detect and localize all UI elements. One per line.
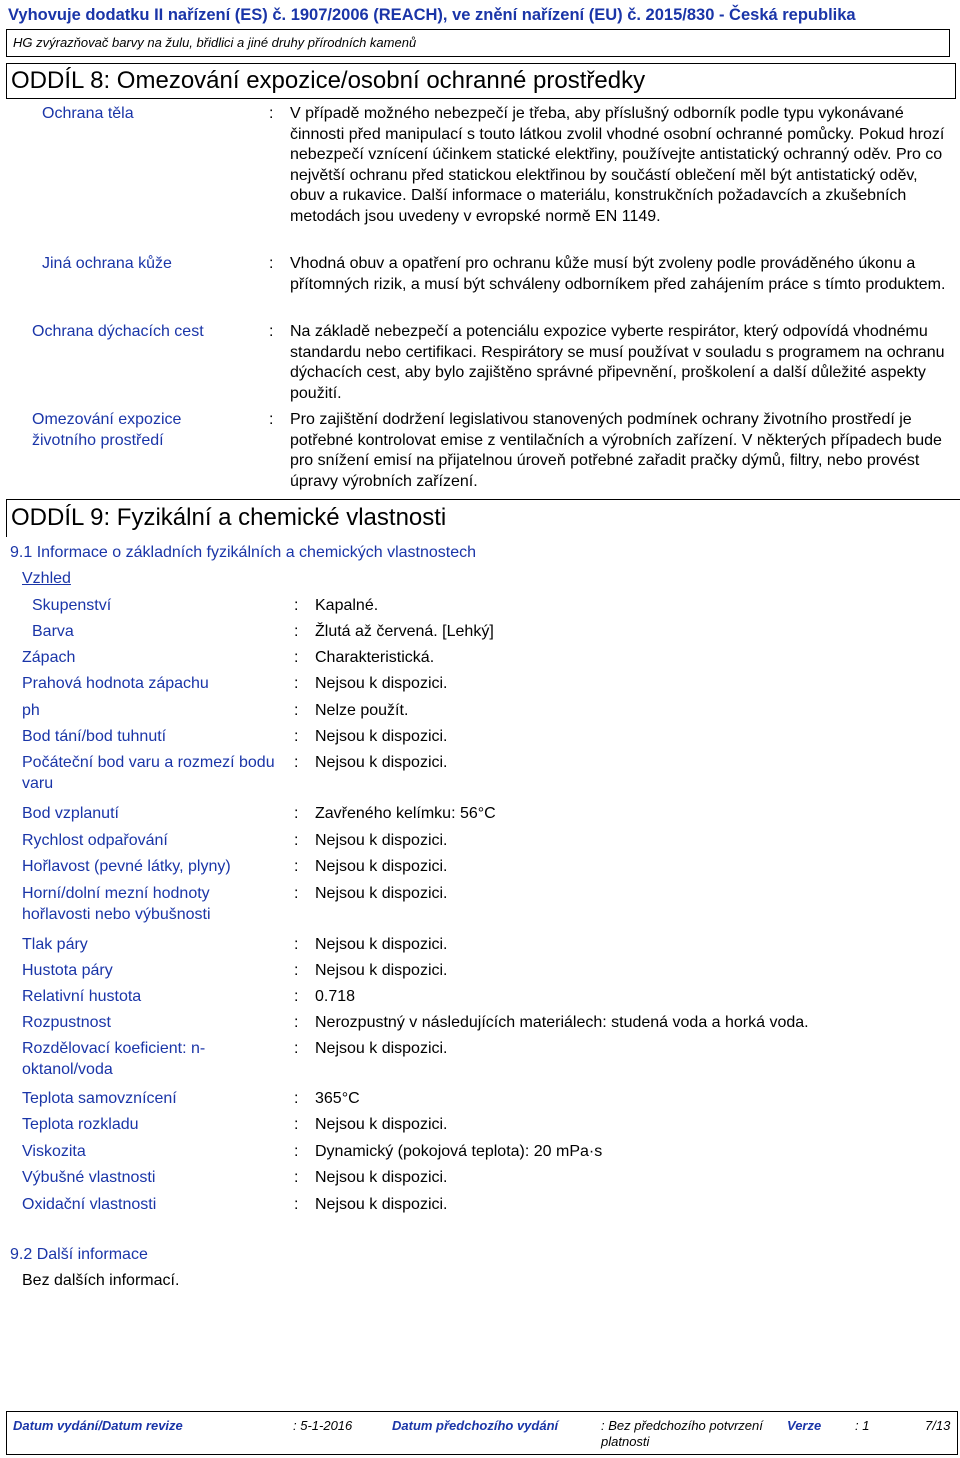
property-value: Žlutá až červená. [Lehký] [315,623,494,640]
colon: : [294,1143,299,1160]
property-label: Oxidační vlastnosti [22,1196,157,1213]
colon: : [294,754,299,771]
colon: : [294,832,299,849]
row-label: Omezování expozice životního prostředí [32,411,182,449]
property-value: Zavřeného kelímku: 56°C [315,805,496,822]
property-label: Zápach [22,649,76,666]
colon: : [294,936,299,953]
property-label: Skupenství [32,597,112,614]
property-value: Nejsou k dispozici. [315,1196,448,1213]
property-value: Dynamický (pokojová teplota): 20 mPa·s [315,1143,603,1160]
colon: : [294,805,299,822]
property-label: Teplota rozkladu [22,1116,139,1133]
property-value: 365°C [315,1090,360,1107]
footer-issue-label: Datum vydání/Datum revize [13,1418,183,1433]
property-label: Horní/dolní mezní hodnoty hořlavosti nebo výbušnosti [22,885,211,923]
property-value: Kapalné. [315,597,379,614]
colon: : [294,1169,299,1186]
property-label: Tlak páry [22,936,88,953]
property-label: Bod tání/bod tuhnutí [22,728,167,745]
product-name: HG zvýrazňovač barvy na žulu, břidlici a jiné druhy přírodních kamenů [6,29,950,57]
subsection-9-2-text: Bez dalších informací. [22,1272,180,1289]
colon: : [294,649,299,666]
appearance-heading: Vzhled [22,570,71,587]
property-value: Nerozpustný v následujících materiálech: studená voda a horká voda. [315,1014,809,1031]
colon: : [294,1196,299,1213]
property-label: Prahová hodnota zápachu [22,675,209,692]
row-label: Ochrana těla [42,105,134,122]
colon: : [294,623,299,640]
property-label: Relativní hustota [22,988,142,1005]
colon: : [294,988,299,1005]
row-text: Vhodná obuv a opatření pro ochranu kůže musí být zvoleny podle prováděného úkonu a přítomných rizik, a musí být schváleny odborníkem před zahájením práce s tímto produktem. [290,255,946,293]
property-label: Počáteční bod varu a rozmezí bodu varu [22,754,275,792]
property-label: Hořlavost (pevné látky, plyny) [22,858,231,875]
row-label: Ochrana dýchacích cest [32,323,204,340]
property-value: Nejsou k dispozici. [315,936,448,953]
property-label: Hustota páry [22,962,113,979]
property-label: Viskozita [22,1143,86,1160]
property-label: Bod vzplanutí [22,805,119,822]
footer-version-value: : 1 [855,1418,870,1433]
subsection-9-1-title: 9.1 Informace o základních fyzikálních a chemických vlastnostech [10,544,476,561]
colon: : [269,255,274,272]
row-label: Jiná ochrana kůže [42,255,172,272]
colon: : [294,1116,299,1133]
colon: : [294,702,299,719]
colon: : [294,1040,299,1057]
property-label: Rozpustnost [22,1014,111,1031]
footer-prev-label: Datum předchozího vydání [392,1418,559,1433]
colon: : [294,728,299,745]
property-label: ph [22,702,40,719]
colon: : [269,105,274,122]
property-value: Nejsou k dispozici. [315,1040,448,1057]
footer [6,1411,958,1455]
document-header-title: Vyhovuje dodatku II nařízení (ES) č. 1907/2006 (REACH), ve znění nařízení (EU) č. 2015/830 - Česká republika [8,6,856,24]
footer-prev-value: : Bez předchozího potvrzení platnosti [601,1418,763,1449]
subsection-9-2-title: 9.2 Další informace [10,1246,148,1263]
colon: : [294,885,299,902]
colon: : [294,962,299,979]
property-value: Nejsou k dispozici. [315,1116,448,1133]
property-label: Rozdělovací koeficient: n-oktanol/voda [22,1040,206,1078]
property-value: Nelze použít. [315,702,409,719]
footer-version-label: Verze [787,1418,822,1433]
property-value: Nejsou k dispozici. [315,962,448,979]
colon: : [294,858,299,875]
footer-issue-value: : 5-1-2016 [293,1418,353,1433]
colon: : [269,411,274,428]
colon: : [294,675,299,692]
colon: : [269,323,274,340]
colon: : [294,1014,299,1031]
colon: : [294,597,299,614]
row-text: Pro zajištění dodržení legislativou stanovených podmínek ochrany životního prostředí je potřebné kontrolovat emise z ventilačních a výrobních zařízení. V některých případech bude pro snížení emisí na přijatelnou úroveň potřebné zařadit pračky dýmů, filtry, nebo provést úpravy výrobních zařízení. [290,411,942,490]
property-value: Nejsou k dispozici. [315,1169,448,1186]
colon: : [294,1090,299,1107]
property-value: Nejsou k dispozici. [315,832,448,849]
section-9-title: ODDÍL 9: Fyzikální a chemické vlastnosti [6,499,960,537]
row-text: V případě možného nebezpečí je třeba, aby příslušný odborník podle typu vykonávané činnosti před manipulací s touto látkou zvolil vhodné osobní ochranné pomůcky. Pokud hrozí nebezpečí vznícení účinkem statické elektřiny, používejte antistatický ochranný oděv. Pro co největší ochranu před statickou elektřinou by součástí oblečení měl být antistatický oděv, obuv a rukavice. Další informace o materiálu, konstrukčních požadavcích a zkušebních metodách jsou uvedeny v evropské normě EN 1149. [290,105,945,225]
property-label: Rychlost odpařování [22,832,168,849]
footer-page-number: 7/13 [925,1418,951,1433]
row-text: Na základě nebezpečí a potenciálu expozice vyberte respirátor, který odpovídá vhodnému standardu nebo certifikaci. Respirátory se musí používat v souladu s programem na ochranu dýchacích cest, aby bylo zajištěno správné připevnění, proškolení a další důležité aspekty použití. [290,323,945,402]
property-value: Nejsou k dispozici. [315,885,448,902]
section-8-title: ODDÍL 8: Omezování expozice/osobní ochranné prostředky [6,63,956,99]
property-value: Nejsou k dispozici. [315,728,448,745]
property-value: Nejsou k dispozici. [315,754,448,771]
property-value: 0.718 [315,988,356,1005]
property-label: Teplota samovznícení [22,1090,177,1107]
property-label: Barva [32,623,74,640]
property-value: Charakteristická. [315,649,435,666]
property-label: Výbušné vlastnosti [22,1169,156,1186]
property-value: Nejsou k dispozici. [315,675,448,692]
property-value: Nejsou k dispozici. [315,858,448,875]
